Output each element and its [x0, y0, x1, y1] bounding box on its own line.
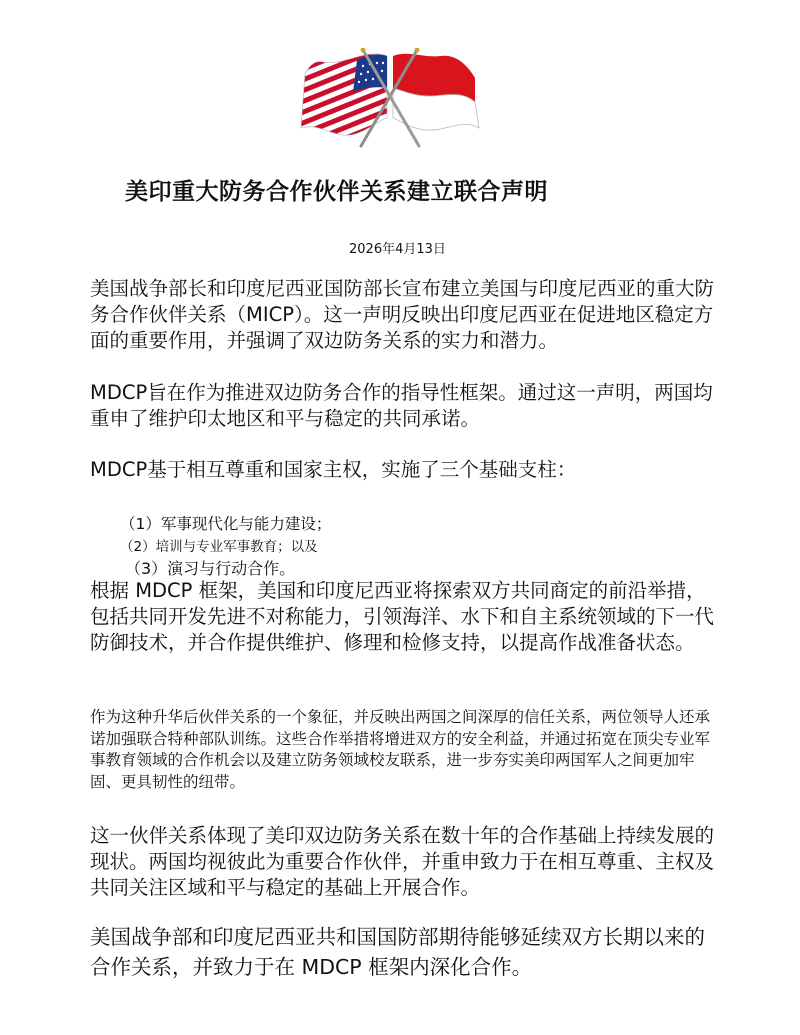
paragraph-intro: 美国战争部长和印度尼西亚国防部长宣布建立美国与印度尼西亚的重大防务合作伙伴关系（MICP）。这一声明反映出印度尼西亚在促进地区稳定方面的重要作用，并强调了双边防务关系的实力和潜力。 — [90, 277, 715, 352]
statement-title: 美印重大防务合作伙伴关系建立联合声明 — [125, 179, 548, 205]
pillar-item: （2）培训与专业军事教育；以及 — [120, 539, 318, 555]
pillar-item: （1）军事现代化与能力建设； — [120, 515, 332, 533]
paragraph-framework: MDCP旨在作为推进双边防务合作的指导性框架。通过这一声明，两国均重申了维护印太地区和平与稳定的共同承诺。 — [90, 381, 713, 430]
crossed-flags — [295, 48, 485, 148]
paragraph-pillars-intro: MDCP基于相互尊重和国家主权，实施了三个基础支柱： — [90, 458, 577, 481]
pillar-item: （3）演习与行动合作。 — [125, 559, 296, 578]
statement-date: 2026年4月13日 — [349, 242, 446, 257]
indonesia-flag-icon — [393, 54, 479, 130]
paragraph-closing: 美国战争部和印度尼西亚共和国国防部期待能够延续双方长期以来的合作关系，并致力于在 MDCP 框架内深化合作。 — [90, 925, 705, 979]
paragraph-initiatives: 根据 MDCP 框架，美国和印度尼西亚将探索双方共同商定的前沿举措，包括共同开发先进不对称能力，引领海洋、水下和自主系统领域的下一代防御技术，并合作提供维护、修理和检修支持，以提高作战准备状态。 — [90, 579, 715, 654]
paragraph-training: 作为这种升华后伙伴关系的一个象征，并反映出两国之间深厚的信任关系，两位领导人还承诺加强联合特种部队训练。这些合作举措将增进双方的安全利益，并通过拓宽在顶尖专业军事教育领域的合作机会以及建立防务领域校友联系，进一步夯实美印两国军人之间更加牢固、更具韧性的纽带。 — [90, 708, 711, 791]
paragraph-partnership: 这一伙伴关系体现了美印双边防务关系在数十年的合作基础上持续发展的现状。两国均视彼此为重要合作伙伴，并重申致力于在相互尊重、主权及共同关注区域和平与稳定的基础上开展合作。 — [90, 824, 715, 899]
